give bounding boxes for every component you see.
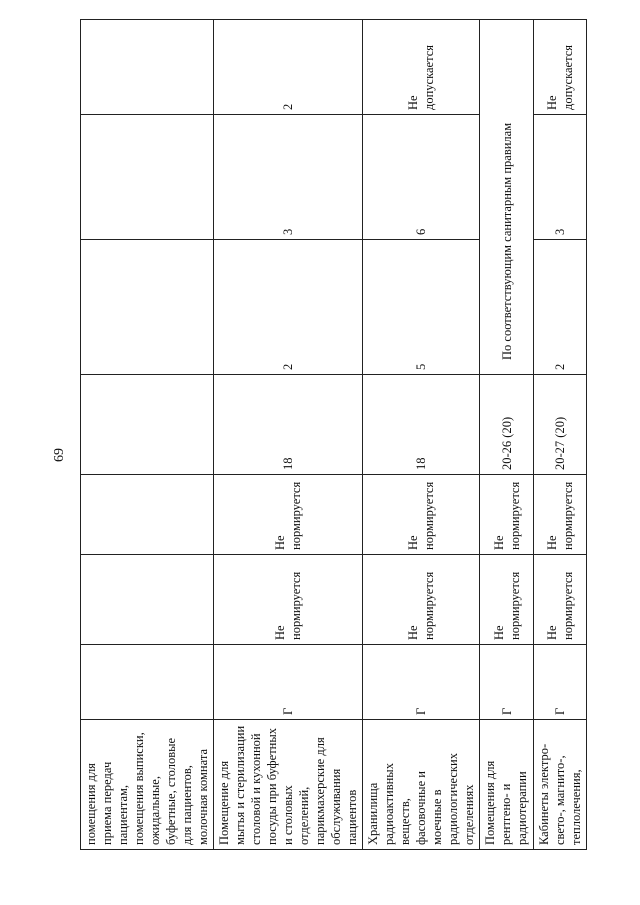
value-cell: 5 [363,240,480,375]
value-cell: 20-27 (20) [534,375,587,475]
merged-note-cell: По соответствующим санитарным правилам [480,20,534,375]
category-cell [81,645,214,720]
table-row [534,20,587,850]
table-row [81,20,214,850]
value-cell: Не нормируется [534,475,587,555]
value-cell: Не нормируется [214,555,363,645]
value-cell: 2 [534,240,587,375]
table-row [214,20,363,850]
value-cell: Не нормируется [214,475,363,555]
value-cell: Не нормируется [480,555,534,645]
value-cell [81,375,214,475]
category-cell: Г [480,645,534,720]
room-name-cell: Кабинеты электро- свето-, магнито-, теплолечения, [534,720,587,850]
value-cell [81,20,214,115]
rotated-table-frame [80,20,583,850]
value-cell [81,115,214,240]
value-cell: 2 [214,240,363,375]
norms-table-container [80,20,583,850]
value-cell: Не нормируется [363,555,480,645]
value-cell: 20-26 (20) [480,375,534,475]
value-cell: 2 [214,20,363,115]
value-cell: 6 [363,115,480,240]
category-cell: Г [363,645,480,720]
value-cell: Не нормируется [480,475,534,555]
category-cell: Г [214,645,363,720]
room-name-cell: Помещение для мытья и стерилизации столовой и кухонной посуды при буфетных и столовых отделений, парикмахерские для обслуживания пациентов [214,720,363,850]
room-name-cell: Хранилища радиоактивных веществ, фасовочные и моечные в радиологических отделениях [363,720,480,850]
value-cell [81,240,214,375]
value-cell: Не нормируется [534,555,587,645]
room-name-cell: Помещения для рентгено- и радиотерапии [480,720,534,850]
table-row [480,20,534,850]
value-cell: 18 [363,375,480,475]
room-name-cell: помещения для приема передач пациентам, помещения выписки, ожидальные, буфетные, столовые для пациентов, молочная комната [81,720,214,850]
value-cell: Не допускается [363,20,480,115]
value-cell: 3 [214,115,363,240]
ventilation-norms-table [80,19,587,850]
value-cell: 18 [214,375,363,475]
page-number: 69 [52,448,67,462]
value-cell: 3 [534,115,587,240]
value-cell: Не нормируется [363,475,480,555]
category-cell: Г [534,645,587,720]
value-cell [81,475,214,555]
value-cell [81,555,214,645]
value-cell: Не допускается [534,20,587,115]
table-row [363,20,480,850]
